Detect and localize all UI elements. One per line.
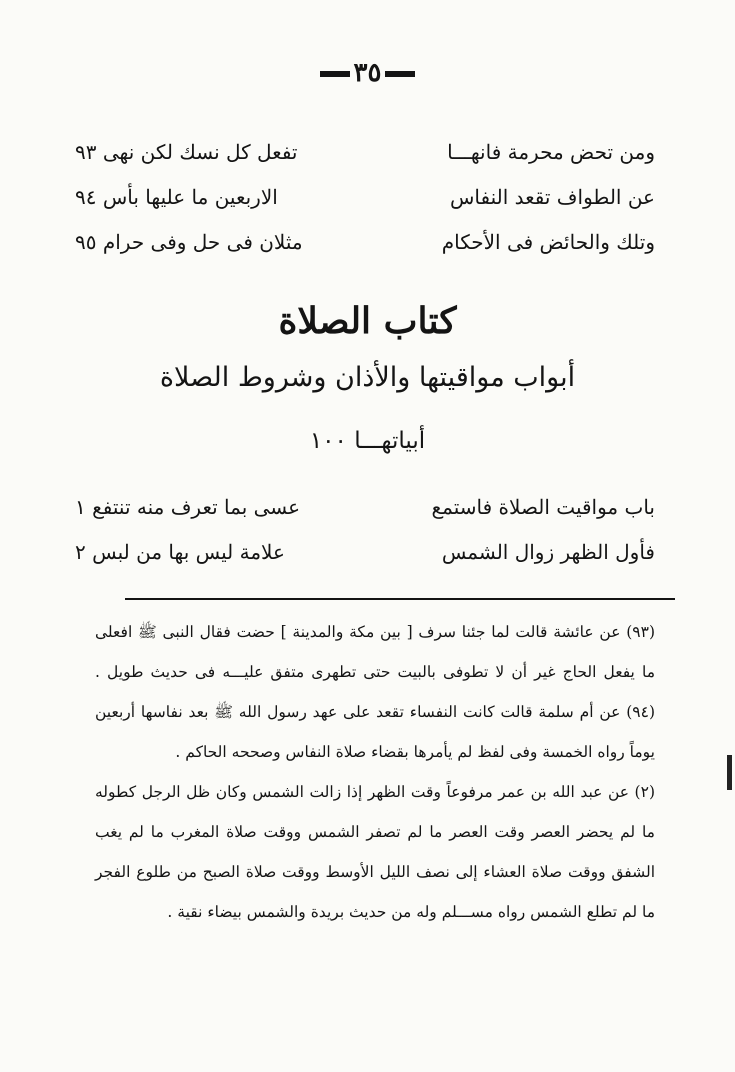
verse-first-hemistich: ومن تحض محرمة فانهـــا [447,140,655,164]
footnote-paragraph: (٢) عن عبد الله بن عمر مرفوعاً وقت الظهر إذا زالت الشمس وكان ظل الرجل كطوله ما لم يحضر العصر وقت العصر ما لم تصفر الشمس ووقت صلاة المغرب ما لم يغب الشفق ووقت صلاة العشاء إلى نصف الليل الأوسط ووقت صلاة الصبح من طلوع الفجر ما لم تطلع الشمس رواه مســـلم وله من حديث بريدة والشمس بيضاء نقية . [95,783,655,921]
verse-row [75,140,655,180]
verse-second-hemistich: علامة ليس بها من لبس ٢ [75,540,285,564]
verse-second-hemistich: مثلان فى حل وفى حرام ٩٥ [75,230,303,254]
verse-row [75,185,655,225]
verse-second-hemistich: تفعل كل نسك لكن نهى ٩٣ [75,140,298,164]
verse-second-hemistich: عسى بما تعرف منه تنتفع ١ [75,495,301,519]
verse-row [75,540,655,580]
page-number [0,58,735,88]
footnotes [95,612,655,932]
verse-row [75,230,655,270]
page-number-text: ٣٥ [353,58,382,88]
verse-first-hemistich: فأول الظهر زوال الشمس [441,540,655,564]
scan-edge-mark [727,755,732,790]
verses-count: أبياتهـــا ١٠٠ [309,428,426,454]
verse-second-hemistich: الاربعين ما عليها بأس ٩٤ [75,185,278,209]
verse-first-hemistich: عن الطواف تقعد النفاس [449,185,655,209]
verse-row [75,495,655,535]
verse-first-hemistich: وتلك والحائض فى الأحكام [441,230,655,254]
chapter-title: أبواب مواقيتها والأذان وشروط الصلاة [159,362,576,393]
book-title: كتاب الصلاة [278,300,457,342]
verse-first-hemistich: باب مواقيت الصلاة فاستمع [431,495,655,519]
footnote-paragraph: (٩٣) عن عائشة قالت لما جئنا سرف [ بين مكة والمدينة ] حضت فقال النبى ﷺ افعلى ما يفعل الحاج غير أن لا تطوفى بالبيت حتى تطهرى متفق عليـــه فى حديث طويل . (٩٤) عن أم سلمة قالت كانت النفساء تقعد على عهد رسول الله ﷺ بعد نفاسها أربعين يوماً رواه الخمسة وفى لفظ لم يأمرها بقضاء صلاة النفاس وصححه الحاكم . [95,623,655,761]
page-number-dash-right [385,71,415,77]
page-number-dash-left [320,71,350,77]
footnote-divider [125,598,675,600]
